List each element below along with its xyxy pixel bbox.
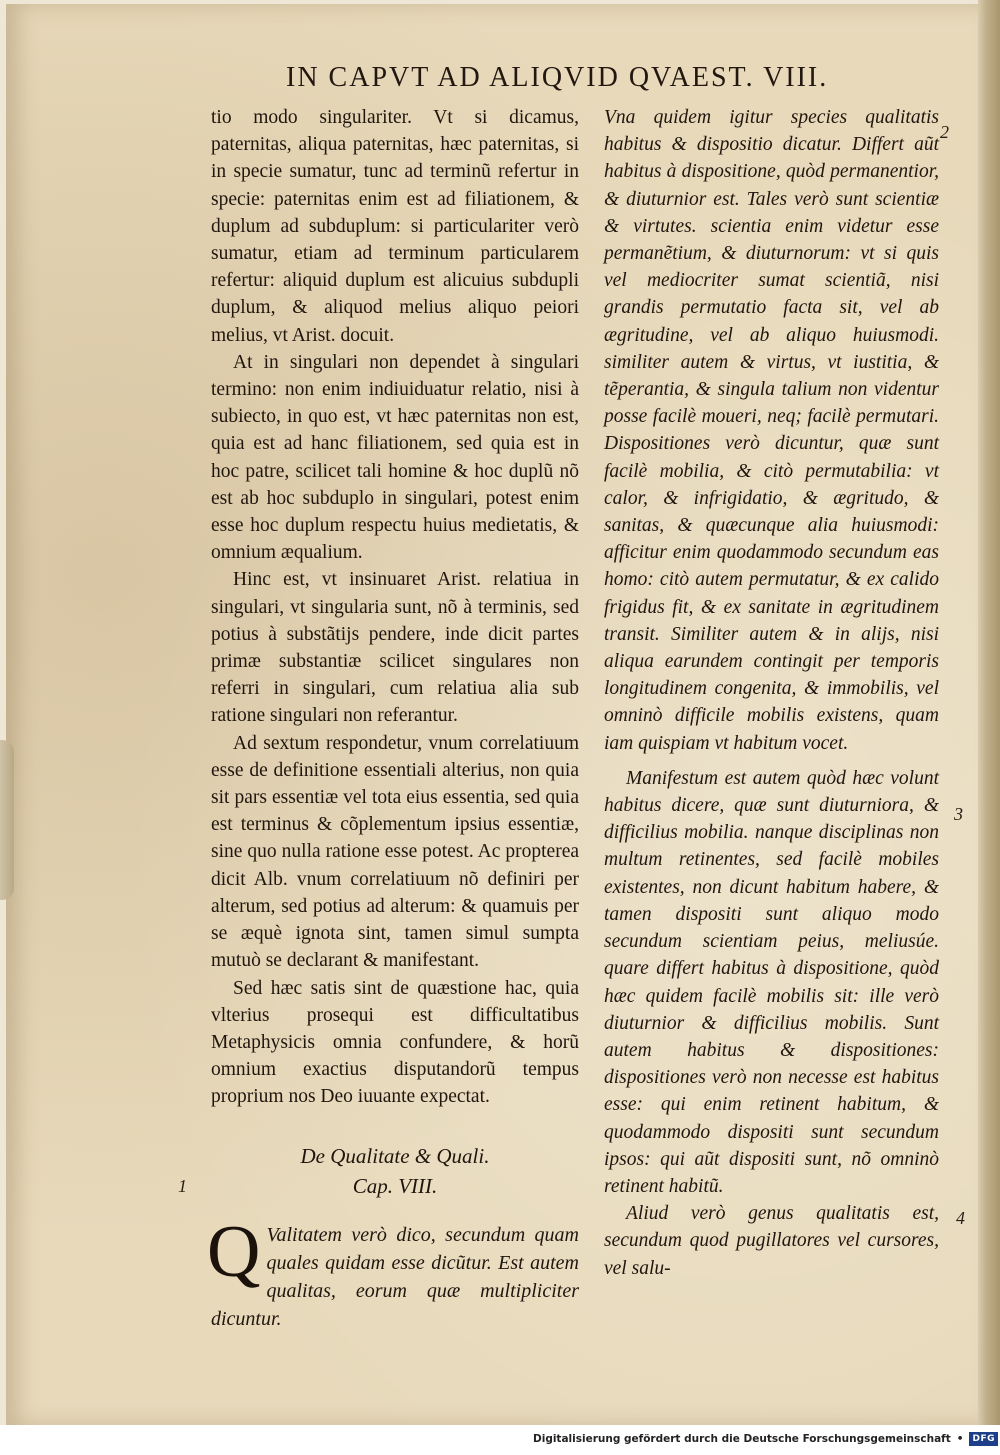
left-column [207,104,579,1333]
footer-separator: • [956,1433,964,1445]
right-paragraph-3: Aliud verò genus qualitatis est, secundum quod pugillatores vel cursores, vel salu- [604,1203,939,1279]
right-column [604,104,939,1282]
drop-cap-initial: Q [207,1210,261,1293]
left-paragraph-5: Sed hæc satis sint de quæstione hac, quia vlterius prosequi est difficultatibus Metaphysicis omnia confundere, & horũ omnium exactius disputandorũ tempus proprium nos Deo iuuante expectat. [211,977,579,1108]
book-page [6,4,981,1425]
chapter-number: Cap. VIII. [352,1173,438,1198]
footer-credit: Digitalisierung gefördert durch die Deutsche Forschungsgemeinschaft [533,1433,951,1445]
margin-number-2: 2 [940,122,949,142]
right-paragraph-1: Vna quidem igitur species qualitatis habitus & dispositio dicatur. Differt aũt habitus à dispositione, quòd permanentior, & diuturnior est. Tales verò sunt scientiæ & virtutes. scientia enim videtur esse permanẽtium, & diuturnorum: vt si quis vel mediocriter sumat scientiã, nisi grandis permutatio facta sit, vel ab ægritudine, vel ab aliquo huiusmodi. similiter autem & virtus, vt iustitia, & tẽperantia, & singula talium non videntur posse facilè moueri, neq; facilè permutari. Dispositiones verò dicuntur, quæ sunt facilè mobilia, & citò permutabilia: vt calor, & infrigidatio, & ægritudo, & sanitas, & quæcunque alia huiusmodi: afficitur enim quodammodo secundum eas homo: citò autem permutatur, & ex calido frigidus fit, & ex sanitate in ægritudinem transit. Similiter autem & in alijs, nisi aliqua earundem contingit per temporis longitudinem congenita, & immobilis, vel omninò difficile mobilis existens, quam iam quispiam vt habitum vocet. [604,107,939,754]
page-edge [978,0,1000,1425]
running-head: IN CAPVT AD ALIQVID QVAEST. VIII. [286,62,829,93]
left-paragraph-4: Ad sextum respondetur, vnum correlatiuum esse de definitione essentiali alterius, non quia sit pars essentiæ vel tota eius essentia, sed quia est terminus & cõplementum ipsius essentiæ, sine quo nulla ratione esse potest. Ac propterea dicit Alb. vnum correlatiuum nõ definiri per alterum, sed potius ad alterum: & quamuis per se æquè ignota sint, tamen simul sumpta mutuò se declarant & manifestant. [211,732,579,972]
binding-tab [0,740,14,900]
chapter-title: De Qualitate & Quali. [300,1143,490,1168]
left-paragraph-1: tio modo singulariter. Vt si dicamus, paternitas, aliqua paternitas, hæc paternitas, si in specie sumatur, tunc ad terminũ refertur in specie: paternitas enim est ad filiationem, & duplum ad subduplum: si particulariter verò sumatur, etiam ad terminum particularem refertur: aliquid duplum est alicuius subdupli duplum, & aliquod melius aliquo peiori melius, vt Arist. docuit. [211,107,579,346]
right-paragraph-2: Manifestum est autem quòd hæc volunt habitus dicere, quæ sunt diuturniora, & difficilius mobilia. nanque disciplinas non multum retinentes, sed facilè mobiles existentes, non dicunt habitum habere, & tamen dispositi sunt aliquo modo secundum scientiam peius, meliusúe. quare differt habitus à dispositione, quòd hæc quidem facilè mobilis sit: ille verò diuturnior & difficilius mobilis. Sunt autem habitus & dispositiones: dispositiones verò non necesse est habitus esse: qui enim retinent habitum, & quodammodo dispositi sunt secundum ipsos: qui aũt dispositi sunt, nõ omninò retinent habitũ. [604,767,939,1197]
margin-number-1: 1 [178,1176,187,1196]
margin-number-3: 3 [954,804,963,824]
left-paragraph-3: Hinc est, vt insinuaret Arist. relatiua in singulari, vt singularia sunt, nõ à terminis, sed potius à substãtijs pendere, inde dicit partes primæ substantiæ scilicet singulares non referri in singulari, cum relatiua alia sub ratione singulari non referantur. [211,569,579,727]
chapter-opening [207,1210,579,1333]
dfg-logo-icon: DFG [969,1432,998,1446]
left-paragraph-2: At in singulari non dependet à singulari termino: non enim indiuiduatur relatio, nisi à subiecto, in quo est, vt hæc paternitas non est, quia est ad hanc filiationem, sed quia est in hoc patre, scilicet tali homine & hoc duplũ nõ est ab hoc subduplo in singulari, potest enim esse hoc duplum respectu huius medietatis, & omnium æqualium. [211,351,579,564]
margin-number-4: 4 [956,1208,965,1228]
chapter-heading [211,1141,579,1201]
footer-credit-bar [533,1427,998,1451]
chapter-opening-text: Valitatem verò dico, secundum quam quales quidam esse dicũtur. Est autem qualitas, eorum quæ multipliciter dicuntur. [211,1223,579,1330]
